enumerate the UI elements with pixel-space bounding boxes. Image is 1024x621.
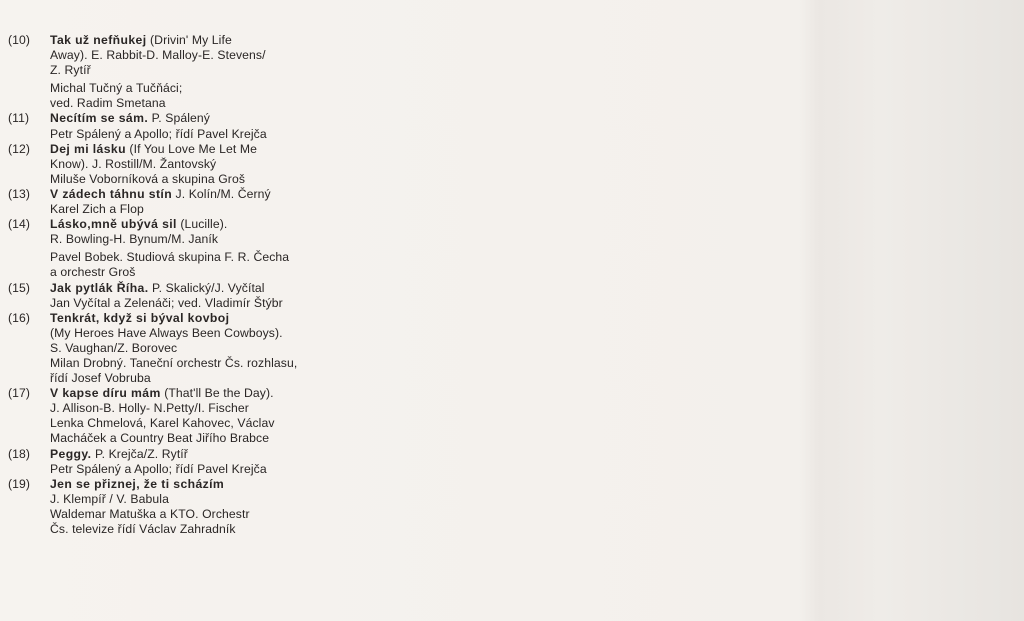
track-credits: (If You Love Me Let Me [125,141,257,156]
track-credits: P. Skalický/J. Vyčítal [148,280,265,295]
track-credits: P. Krejča/Z. Rytíř [91,446,188,461]
track-entry [8,187,388,217]
track-credits: Macháček a Country Beat Jiřího Brabce [50,431,270,446]
track-credits: Karel Zich a Flop [50,202,144,217]
track-credits: S. Vaughan/Z. Borovec [50,340,178,355]
track-title: Jak pytlák Říha. [50,280,149,295]
track-entry [8,477,388,537]
track-credits: řídí Josef Vobruba [50,371,151,386]
track-number: (17) [8,386,31,401]
track-line [50,81,388,96]
track-title: V kapse díru mám [50,386,161,401]
track-number: (18) [8,446,31,461]
track-credits: Know). J. Rostill/M. Žantovský [50,156,217,171]
track-line [50,172,388,187]
track-credits: Milan Drobný. Taneční orchestr Čs. rozhlasu, [50,355,298,370]
track-credits: J. Allison-B. Holly- N.Petty/I. Fischer [50,401,249,416]
track-credits: (That'll Be the Day). [160,386,274,401]
track-line [50,326,388,341]
track-line [50,111,388,126]
track-credits: J. Klempíř / V. Babula [50,491,169,506]
track-credits: a orchestr Groš [50,265,136,280]
track-line [50,265,388,280]
track-credits: (Lucille). [176,217,228,232]
track-line [50,447,388,462]
track-line [50,462,388,477]
track-line [50,187,388,202]
track-line [50,48,388,63]
track-line [50,142,388,157]
track-entry [8,447,388,477]
track-line [50,492,388,507]
track-credits: Jan Vyčítal a Zelenáči; ved. Vladimír Štýbr [50,295,283,310]
track-title: Peggy. [50,446,92,461]
track-line [50,507,388,522]
track-credits: Čs. televize řídí Václav Zahradník [50,522,236,536]
track-number: (12) [8,141,31,156]
track-number: (16) [8,310,31,325]
track-entry [8,217,388,280]
track-credits: Miluše Voborníková a skupina Groš [50,171,246,186]
track-credits: Pavel Bobek. Studiová skupina F. R. Čecha [50,250,290,265]
track-credits: P. Spálený [148,111,210,126]
track-title: Tak už nefňukej [50,33,147,47]
track-credits: R. Bowling-H. Bynum/M. Janík [50,232,219,247]
track-credits: Waldemar Matuška a KTO. Orchestr [50,506,250,521]
track-line [50,63,388,78]
track-line [50,202,388,217]
track-line [50,311,388,326]
track-credits: Petr Spálený a Apollo; řídí Pavel Krejča [50,126,267,141]
track-line [50,296,388,311]
track-list [8,33,388,537]
track-line [50,356,388,371]
track-line [50,386,388,401]
track-line [50,431,388,446]
track-line [50,232,388,247]
track-number: (10) [8,33,31,47]
track-line [50,96,388,111]
track-credits: J. Kolín/M. Černý [172,186,271,201]
track-title: Lásko,mně ubývá sil [50,217,177,232]
track-title: Dej mi lásku [50,141,126,156]
track-entry [8,142,388,187]
track-credits: Petr Spálený a Apollo; řídí Pavel Krejča [50,461,267,476]
track-credits: Z. Rytíř [50,63,91,78]
track-number: (19) [8,476,31,491]
track-number: (13) [8,186,31,201]
track-line [50,127,388,142]
track-entry [8,33,388,111]
track-line [50,371,388,386]
track-line [50,281,388,296]
track-credits: (My Heroes Have Always Been Cowboys). [50,325,283,340]
track-number: (15) [8,280,31,295]
track-line [50,250,388,265]
track-credits: Lenka Chmelová, Karel Kahovec, Václav [50,416,275,431]
track-number: (11) [8,111,30,126]
track-line [50,522,388,537]
track-title: Necítím se sám. [50,111,149,126]
track-line [50,157,388,172]
track-line [50,217,388,232]
track-line [50,401,388,416]
track-number: (14) [8,217,31,232]
track-line [50,33,388,48]
track-credits: ved. Radim Smetana [50,96,166,111]
track-title: Tenkrát, když si býval kovboj [50,310,230,325]
track-entry [8,111,388,141]
track-credits: Away). E. Rabbit-D. Malloy-E. Stevens/ [50,48,266,63]
track-title: Jen se přiznej, že ti scházím [50,476,225,491]
track-line [50,477,388,492]
track-entry [8,281,388,311]
track-line [50,416,388,431]
track-entry [8,311,388,386]
track-line [50,341,388,356]
track-entry [8,386,388,446]
track-title: V zádech táhnu stín [50,186,173,201]
track-credits: (Drivin' My Life [146,33,232,47]
track-credits: Michal Tučný a Tučňáci; [50,81,183,96]
